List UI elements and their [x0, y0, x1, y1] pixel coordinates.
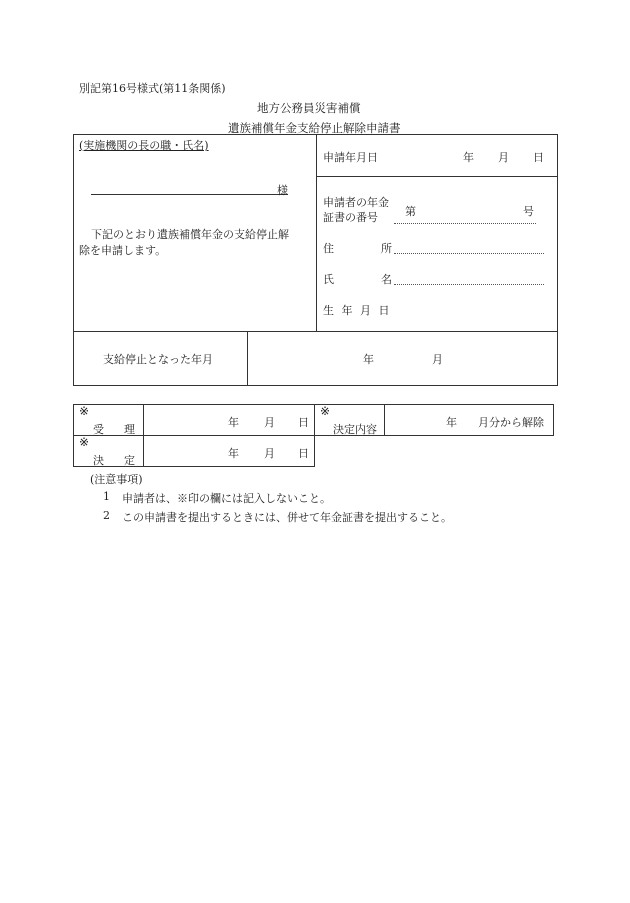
receipt-label-2: 理 [124, 423, 135, 436]
cert-label-line2: 証書の番号 [323, 211, 378, 224]
birth-date-label: 生 年 月 日 [323, 304, 392, 317]
suspension-month-char: 月 [432, 353, 443, 366]
decision-month-char: 月 [264, 447, 275, 460]
release-year-char: 年 [446, 416, 457, 429]
release-text: 月分から解除 [478, 416, 544, 429]
cert-number-field[interactable] [394, 223, 536, 224]
note-2-number: 2 [103, 509, 110, 522]
addressee-name-line[interactable] [91, 194, 288, 195]
decision-year-char: 年 [228, 447, 239, 460]
name-label-1: 氏 [323, 273, 334, 286]
honorific-sama: 様 [277, 184, 288, 197]
receipt-label-1: 受 [93, 423, 104, 436]
office-mark: ※ [79, 435, 90, 449]
application-date-label: 申請年月日 [323, 151, 378, 164]
address-label-1: 住 [323, 242, 334, 255]
receipt-month-char: 月 [264, 416, 275, 429]
note-1-number: 1 [103, 490, 110, 503]
date-day-char: 日 [533, 151, 544, 164]
decision-label-1: 決 [93, 454, 104, 467]
office-mark: ※ [79, 404, 90, 418]
note-2-text: この申請書を提出するときには、併せて年金証書を提出すること。 [122, 511, 452, 524]
decision-content-label: 決定内容 [333, 423, 377, 436]
form-title-line1: 地方公務員災害補償 [257, 101, 361, 115]
cert-go-char: 号 [523, 205, 534, 218]
addressee-label: (実施機関の長の職・氏名) [79, 139, 209, 152]
suspension-date-field[interactable] [250, 335, 555, 383]
form-reference: 別記第16号様式(第11条関係) [79, 82, 226, 95]
receipt-day-char: 日 [298, 416, 309, 429]
name-label-2: 名 [381, 273, 392, 286]
request-text-line1: 下記のとおり遺族補償年金の支給停止解 [91, 228, 289, 241]
birth-date-field[interactable] [400, 296, 550, 322]
decision-label-2: 定 [124, 454, 135, 467]
date-year-char: 年 [463, 151, 474, 164]
address-field[interactable] [394, 253, 544, 254]
suspension-label: 支給停止となった年月 [103, 353, 213, 366]
cert-dai-char: 第 [405, 205, 416, 218]
decision-day-char: 日 [298, 447, 309, 460]
form-title-line2: 遺族補償年金支給停止解除申請書 [228, 121, 401, 135]
receipt-year-char: 年 [228, 416, 239, 429]
office-mark: ※ [320, 404, 331, 418]
name-field[interactable] [394, 284, 544, 285]
request-text-line2: 除を申請します。 [79, 244, 167, 257]
date-month-char: 月 [498, 151, 509, 164]
note-1-text: 申請者は、※印の欄には記入しないこと。 [122, 492, 331, 505]
cert-label-line1: 申請者の年金 [323, 196, 389, 209]
address-label-2: 所 [381, 242, 392, 255]
notes-heading: (注意事項) [90, 473, 143, 486]
suspension-year-char: 年 [363, 353, 374, 366]
